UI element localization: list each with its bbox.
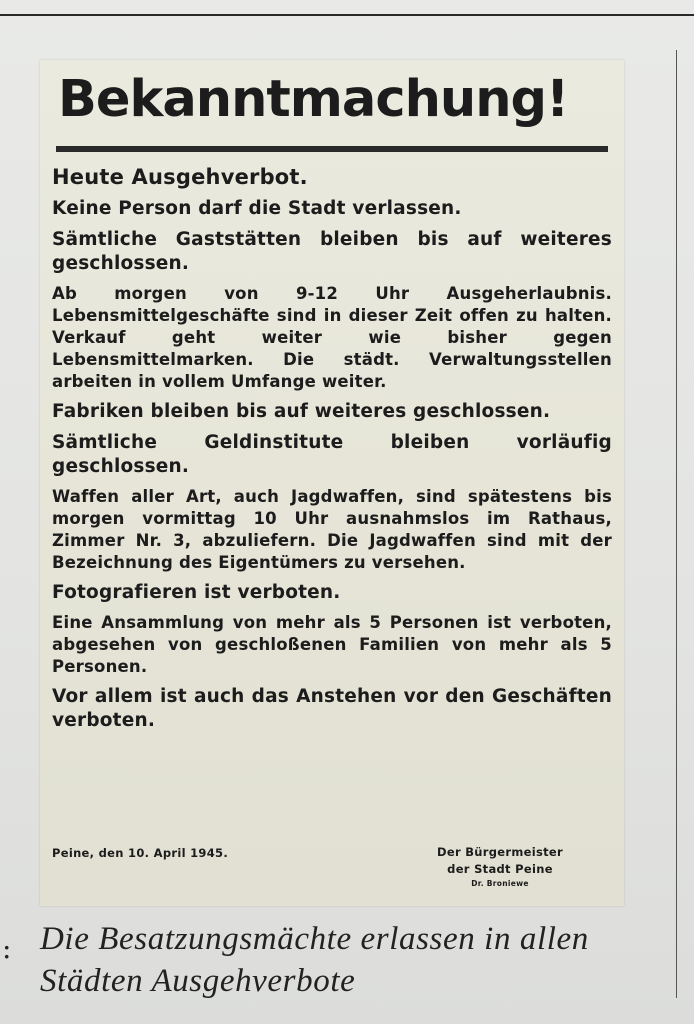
notice-no-leaving: Keine Person darf die Stadt verlassen. <box>52 198 462 219</box>
notice-queueing-banned: Vor allem ist auch das Anstehen vor den Geschäften verboten. <box>52 686 612 731</box>
signature-name: Dr. Broniewe <box>471 879 529 888</box>
notice-banks-closed: Sämtliche Geldinstitute bleiben vorläufig geschlossen. <box>52 432 612 477</box>
right-rule <box>676 50 677 998</box>
poster-body <box>52 164 612 740</box>
proclamation-poster <box>40 60 624 906</box>
notice-factories-closed: Fabriken bleiben bis auf weiteres geschlossen. <box>52 401 551 422</box>
signature-block <box>400 844 600 890</box>
top-rule <box>0 14 694 16</box>
signature-town: der Stadt Peine <box>447 862 553 876</box>
notice-inns-closed: Sämtliche Gaststätten bleiben bis auf weiteres geschlossen. <box>52 229 612 274</box>
left-margin-mark: : <box>2 932 12 965</box>
notice-permission-hours: Ab morgen von 9-12 Uhr Ausgeherlaubnis. Lebensmittelgeschäfte sind in dieser Zeit offen zu halten. Verkauf geht weiter wie bisher gegen Lebensmittelmarken. Die städt. Verwaltungsstellen arbeiten in vollem Umfange weiter. <box>52 284 612 391</box>
signature-title: Der Bürgermeister <box>437 845 563 859</box>
poster-title: Bekanntmachung! <box>58 70 569 129</box>
notice-weapons-surrender: Waffen aller Art, auch Jagdwaffen, sind spätestens bis morgen vormittag 10 Uhr ausnahmslos im Rathaus, Zimmer Nr. 3, abzuliefern. Die Jagdwaffen sind mit der Bezeichnung des Eigentümers zu versehen. <box>52 487 612 572</box>
notice-assembly-banned: Eine Ansammlung von mehr als 5 Personen ist verboten, abgesehen von geschloßenen Familien von mehr als 5 Personen. <box>52 613 612 676</box>
place-date: Peine, den 10. April 1945. <box>52 846 228 860</box>
notice-curfew-today: Heute Ausgehverbot. <box>52 165 308 189</box>
notice-photography-banned: Fotografieren ist verboten. <box>52 582 341 603</box>
title-rule <box>56 146 608 152</box>
figure-caption: Die Besatzungsmächte erlassen in allen Städten Ausgehverbote <box>40 921 589 999</box>
